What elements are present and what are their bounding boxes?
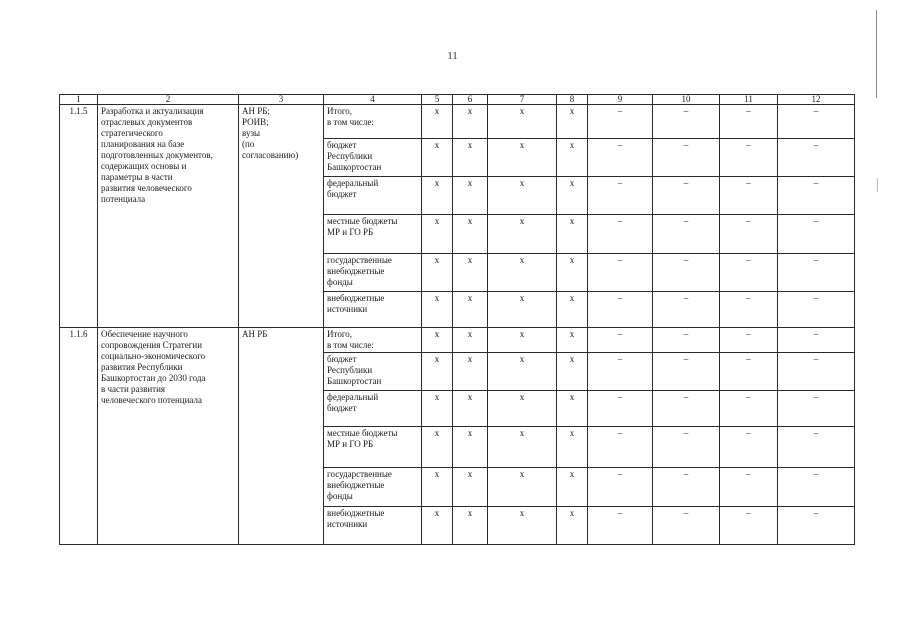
cell-mark: х [422, 353, 453, 391]
cell-mark: х [488, 468, 557, 507]
cell-mark: х [453, 254, 488, 292]
cell-dash: – [778, 507, 855, 545]
cell-dash: – [720, 139, 778, 177]
cell-mark: х [453, 353, 488, 391]
cell-dash: – [588, 139, 653, 177]
column-number-12: 12 [778, 95, 855, 105]
cell-dash: – [778, 254, 855, 292]
cell-dash: – [588, 254, 653, 292]
program-table [59, 94, 855, 545]
cell-mark: х [557, 139, 588, 177]
cell-dash: – [653, 468, 720, 507]
measure-executor: АН РБ [239, 328, 324, 545]
cell-dash: – [720, 507, 778, 545]
cell-dash: – [720, 254, 778, 292]
column-number-8: 8 [557, 95, 588, 105]
cell-mark: х [422, 177, 453, 215]
cell-mark: х [422, 139, 453, 177]
cell-dash: – [653, 105, 720, 139]
cell-dash: – [720, 328, 778, 353]
cell-dash: – [778, 353, 855, 391]
measure-code: 1.1.5 [60, 105, 98, 328]
column-number-3: 3 [239, 95, 324, 105]
cell-dash: – [653, 215, 720, 254]
funding-source: бюджет Республики Башкортостан [324, 353, 422, 391]
cell-dash: – [588, 215, 653, 254]
cell-mark: х [422, 328, 453, 353]
cell-dash: – [588, 328, 653, 353]
funding-source: бюджет Республики Башкортостан [324, 139, 422, 177]
cell-mark: х [422, 105, 453, 139]
cell-mark: х [488, 177, 557, 215]
cell-mark: х [453, 215, 488, 254]
cell-mark: х [453, 292, 488, 328]
cell-dash: – [720, 353, 778, 391]
cell-mark: х [557, 292, 588, 328]
cell-mark: х [453, 468, 488, 507]
cell-dash: – [720, 427, 778, 468]
cell-mark: х [422, 427, 453, 468]
column-number-7: 7 [488, 95, 557, 105]
cell-mark: х [557, 105, 588, 139]
funding-source: Итого, в том числе: [324, 328, 422, 353]
table-row [60, 105, 855, 139]
cell-mark: х [488, 139, 557, 177]
cell-dash: – [720, 215, 778, 254]
scan-edge-line [876, 10, 877, 98]
measure-executor: АН РБ; РОИВ; вузы (по согласованию) [239, 105, 324, 328]
cell-mark: х [557, 177, 588, 215]
cell-mark: х [453, 427, 488, 468]
cell-mark: х [453, 177, 488, 215]
cell-dash: – [653, 292, 720, 328]
cell-mark: х [422, 215, 453, 254]
cell-mark: х [557, 353, 588, 391]
cell-mark: х [453, 105, 488, 139]
column-number-11: 11 [720, 95, 778, 105]
measure-code: 1.1.6 [60, 328, 98, 545]
column-number-10: 10 [653, 95, 720, 105]
cell-mark: х [453, 139, 488, 177]
cell-dash: – [653, 177, 720, 215]
column-number-4: 4 [324, 95, 422, 105]
cell-dash: – [588, 391, 653, 427]
funding-source: Итого, в том числе: [324, 105, 422, 139]
cell-dash: – [778, 215, 855, 254]
cell-dash: – [720, 292, 778, 328]
cell-dash: – [653, 427, 720, 468]
cell-mark: х [488, 105, 557, 139]
cell-dash: – [653, 507, 720, 545]
measure-name: Обеспечение научного сопровождения Стратегии социально-экономического развития Республики Башкортостан до 2030 года в части развития человеческого потенциала [98, 328, 239, 545]
cell-dash: – [653, 328, 720, 353]
cell-dash: – [778, 468, 855, 507]
cell-dash: – [720, 105, 778, 139]
cell-dash: – [588, 177, 653, 215]
cell-dash: – [588, 427, 653, 468]
cell-dash: – [720, 391, 778, 427]
funding-source: федеральный бюджет [324, 391, 422, 427]
cell-dash: – [588, 507, 653, 545]
cell-mark: х [557, 254, 588, 292]
cell-mark: х [422, 254, 453, 292]
cell-dash: – [653, 353, 720, 391]
funding-source: государственные внебюджетные фонды [324, 254, 422, 292]
scan-edge-mark [877, 178, 878, 192]
cell-dash: – [653, 139, 720, 177]
column-number-2: 2 [98, 95, 239, 105]
cell-dash: – [778, 177, 855, 215]
cell-mark: х [488, 507, 557, 545]
cell-dash: – [778, 105, 855, 139]
cell-dash: – [778, 427, 855, 468]
funding-source: местные бюджеты МР и ГО РБ [324, 215, 422, 254]
cell-dash: – [720, 468, 778, 507]
cell-mark: х [422, 391, 453, 427]
cell-mark: х [422, 292, 453, 328]
cell-mark: х [488, 391, 557, 427]
table-header-row [60, 95, 855, 105]
cell-dash: – [778, 139, 855, 177]
cell-mark: х [453, 507, 488, 545]
cell-mark: х [488, 427, 557, 468]
cell-mark: х [488, 254, 557, 292]
column-number-5: 5 [422, 95, 453, 105]
cell-dash: – [778, 328, 855, 353]
cell-mark: х [557, 391, 588, 427]
cell-dash: – [720, 177, 778, 215]
column-number-9: 9 [588, 95, 653, 105]
cell-mark: х [422, 468, 453, 507]
cell-dash: – [588, 468, 653, 507]
cell-mark: х [453, 328, 488, 353]
cell-mark: х [557, 468, 588, 507]
cell-mark: х [453, 391, 488, 427]
cell-mark: х [488, 353, 557, 391]
column-number-1: 1 [60, 95, 98, 105]
funding-source: государственные внебюджетные фонды [324, 468, 422, 507]
cell-mark: х [488, 215, 557, 254]
measure-name: Разработка и актуализация отраслевых документов стратегического планирования на базе подготовленных документов, содержащих основы и параметры в части развития человеческого потенциала [98, 105, 239, 328]
cell-dash: – [778, 391, 855, 427]
cell-mark: х [557, 328, 588, 353]
cell-dash: – [588, 353, 653, 391]
cell-mark: х [488, 328, 557, 353]
funding-source: внебюджетные источники [324, 507, 422, 545]
cell-dash: – [588, 292, 653, 328]
cell-mark: х [557, 507, 588, 545]
cell-mark: х [422, 507, 453, 545]
column-number-6: 6 [453, 95, 488, 105]
cell-dash: – [653, 254, 720, 292]
cell-mark: х [557, 427, 588, 468]
funding-source: внебюджетные источники [324, 292, 422, 328]
cell-mark: х [488, 292, 557, 328]
funding-source: федеральный бюджет [324, 177, 422, 215]
cell-dash: – [653, 391, 720, 427]
page-number: 11 [447, 50, 458, 62]
cell-dash: – [588, 105, 653, 139]
cell-mark: х [557, 215, 588, 254]
cell-dash: – [778, 292, 855, 328]
table-row [60, 328, 855, 353]
funding-source: местные бюджеты МР и ГО РБ [324, 427, 422, 468]
